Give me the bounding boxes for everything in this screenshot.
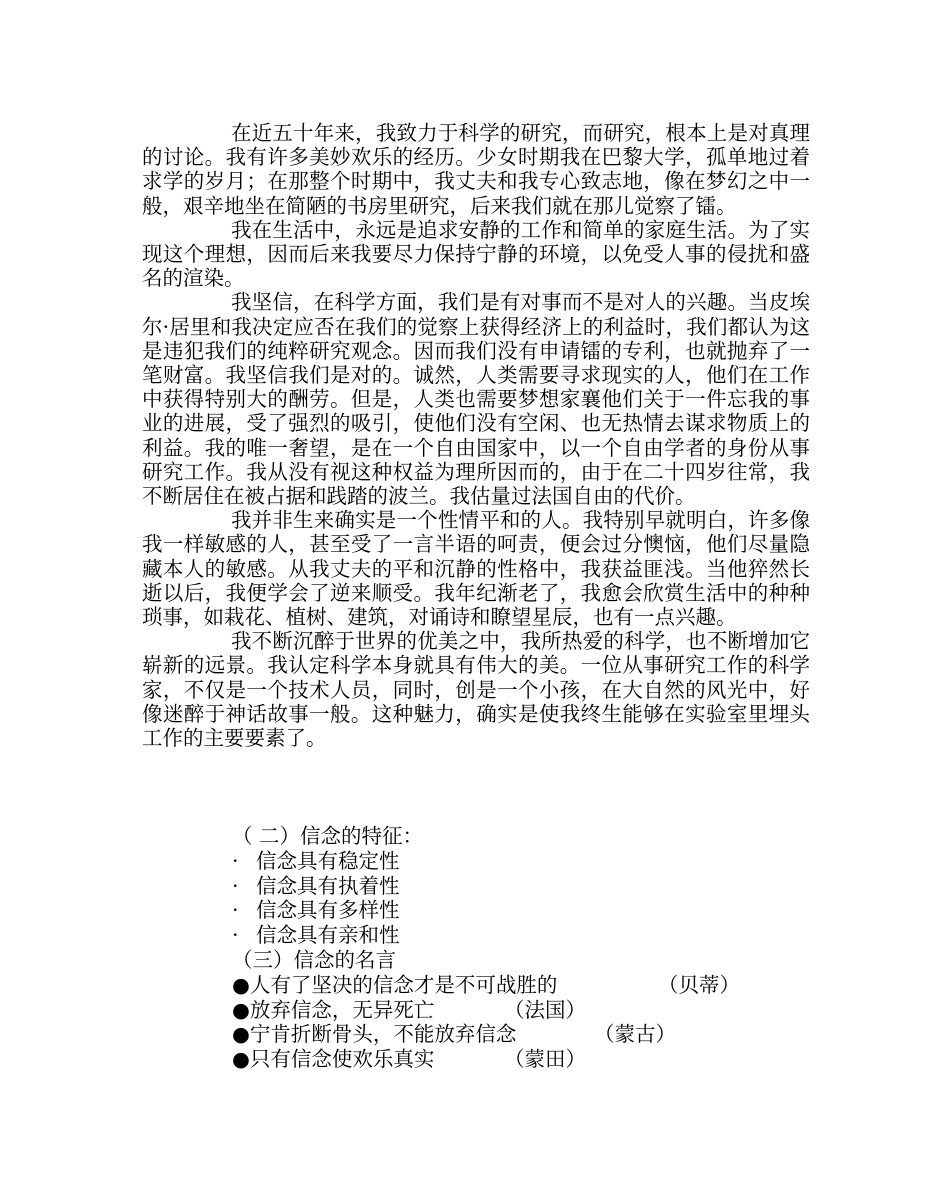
quote-source: （蒙田） <box>504 1047 586 1072</box>
essay-paragraph: 在近五十年来，我致力于科学的研究，而研究，根本上是对真理的讨论。我有许多美妙欢乐的经历。少女时期我在巴黎大学，孤单地过着求学的岁月；在那整个时期中，我丈夫和我专心致志地，像在梦幻之中一般，艰辛地坐在简陋的书房里研究，后来我们就在那儿觉察了镭。 <box>142 121 810 218</box>
features-heading: （ 二）信念的特征： <box>232 824 424 848</box>
quote-source: （蒙古） <box>594 1022 676 1047</box>
black-circle-bullet-icon: ● <box>232 1022 250 1047</box>
quote-list-item <box>232 1022 812 1047</box>
quote-text: 放弃信念，无异死亡 <box>249 997 435 1022</box>
feature-item-text: 信念具有稳定性 <box>256 848 400 873</box>
quotes-heading: （三）信念的名言 <box>232 947 396 972</box>
quote-text: 只有信念使欢乐真实 <box>249 1047 435 1072</box>
quote-text: 人有了坚决的信念才是不可战胜的 <box>249 972 558 997</box>
black-circle-bullet-icon: ● <box>232 972 250 997</box>
quote-list-item <box>232 998 812 1023</box>
quote-list-item <box>232 973 812 998</box>
feature-item-text: 信念具有执着性 <box>256 873 400 898</box>
bullet-icon: · <box>232 898 239 923</box>
quote-text: 宁肯折断骨头，不能放弃信念 <box>249 1022 517 1047</box>
quote-list-item <box>232 1047 812 1072</box>
quote-source: （法国） <box>504 997 586 1022</box>
feature-list-item <box>232 849 812 874</box>
essay-paragraph: 我不断沉醉于世界的优美之中，我所热爱的科学，也不断增加它崭新的远景。我认定科学本身就具有伟大的美。一位从事研究工作的科学家，不仅是一个技术人员，同时，创是一个小孩，在大自然的风光中，好像迷醉于神话故事一般。这种魅力，确实是使我终生能够在实验室里埋头工作的主要要素了。 <box>142 629 810 751</box>
essay-body <box>142 121 810 750</box>
bullet-icon: · <box>232 848 239 873</box>
feature-item-text: 信念具有亲和性 <box>256 923 400 948</box>
black-circle-bullet-icon: ● <box>232 997 250 1022</box>
quote-source: （贝蒂） <box>658 972 740 997</box>
beliefs-section <box>232 824 812 1072</box>
essay-paragraph: 我在生活中，永远是追求安静的工作和简单的家庭生活。为了实现这个理想，因而后来我要尽力保持宁静的环境，以免受人事的侵扰和盛名的渲染。 <box>142 217 810 291</box>
essay-paragraph: 我并非生来确实是一个性情平和的人。我特别早就明白，许多像我一样敏感的人，甚至受了一言半语的呵责，便会过分懊恼，他们尽量隐藏本人的敏感。从我丈夫的平和沉静的性格中，我获益匪浅。当他猝然长逝以后，我便学会了逆来顺受。我年纪渐老了，我愈会欣赏生活中的种种琐事，如栽花、植树、建筑，对诵诗和瞭望星辰，也有一点兴趣。 <box>142 508 810 630</box>
bullet-icon: · <box>232 873 239 898</box>
feature-item-text: 信念具有多样性 <box>256 898 400 923</box>
feature-list-item <box>232 923 812 948</box>
essay-paragraph: 我坚信，在科学方面，我们是有对事而不是对人的兴趣。当皮埃尔·居里和我决定应否在我们的觉察上获得经济上的利益时，我们都认为这是违犯我们的纯粹研究观念。因而我们没有申请镭的专利，也就抛弃了一笔财富。我坚信我们是对的。诚然，人类需要寻求现实的人，他们在工作中获得特别大的酬劳。但是，人类也需要梦想家襄他们关于一件忘我的事业的进展，受了强烈的吸引，使他们没有空闲、也无热情去谋求物质上的利益。我的唯一奢望，是在一个自由国家中，以一个自由学者的身份从事研究工作。我从没有视这种权益为理所因而的，由于在二十四岁往常，我不断居住在被占据和践踏的波兰。我估量过法国自由的代价。 <box>142 290 810 509</box>
bullet-icon: · <box>232 923 239 948</box>
feature-list-item <box>232 898 812 923</box>
feature-list-item <box>232 874 812 899</box>
black-circle-bullet-icon: ● <box>232 1047 250 1072</box>
